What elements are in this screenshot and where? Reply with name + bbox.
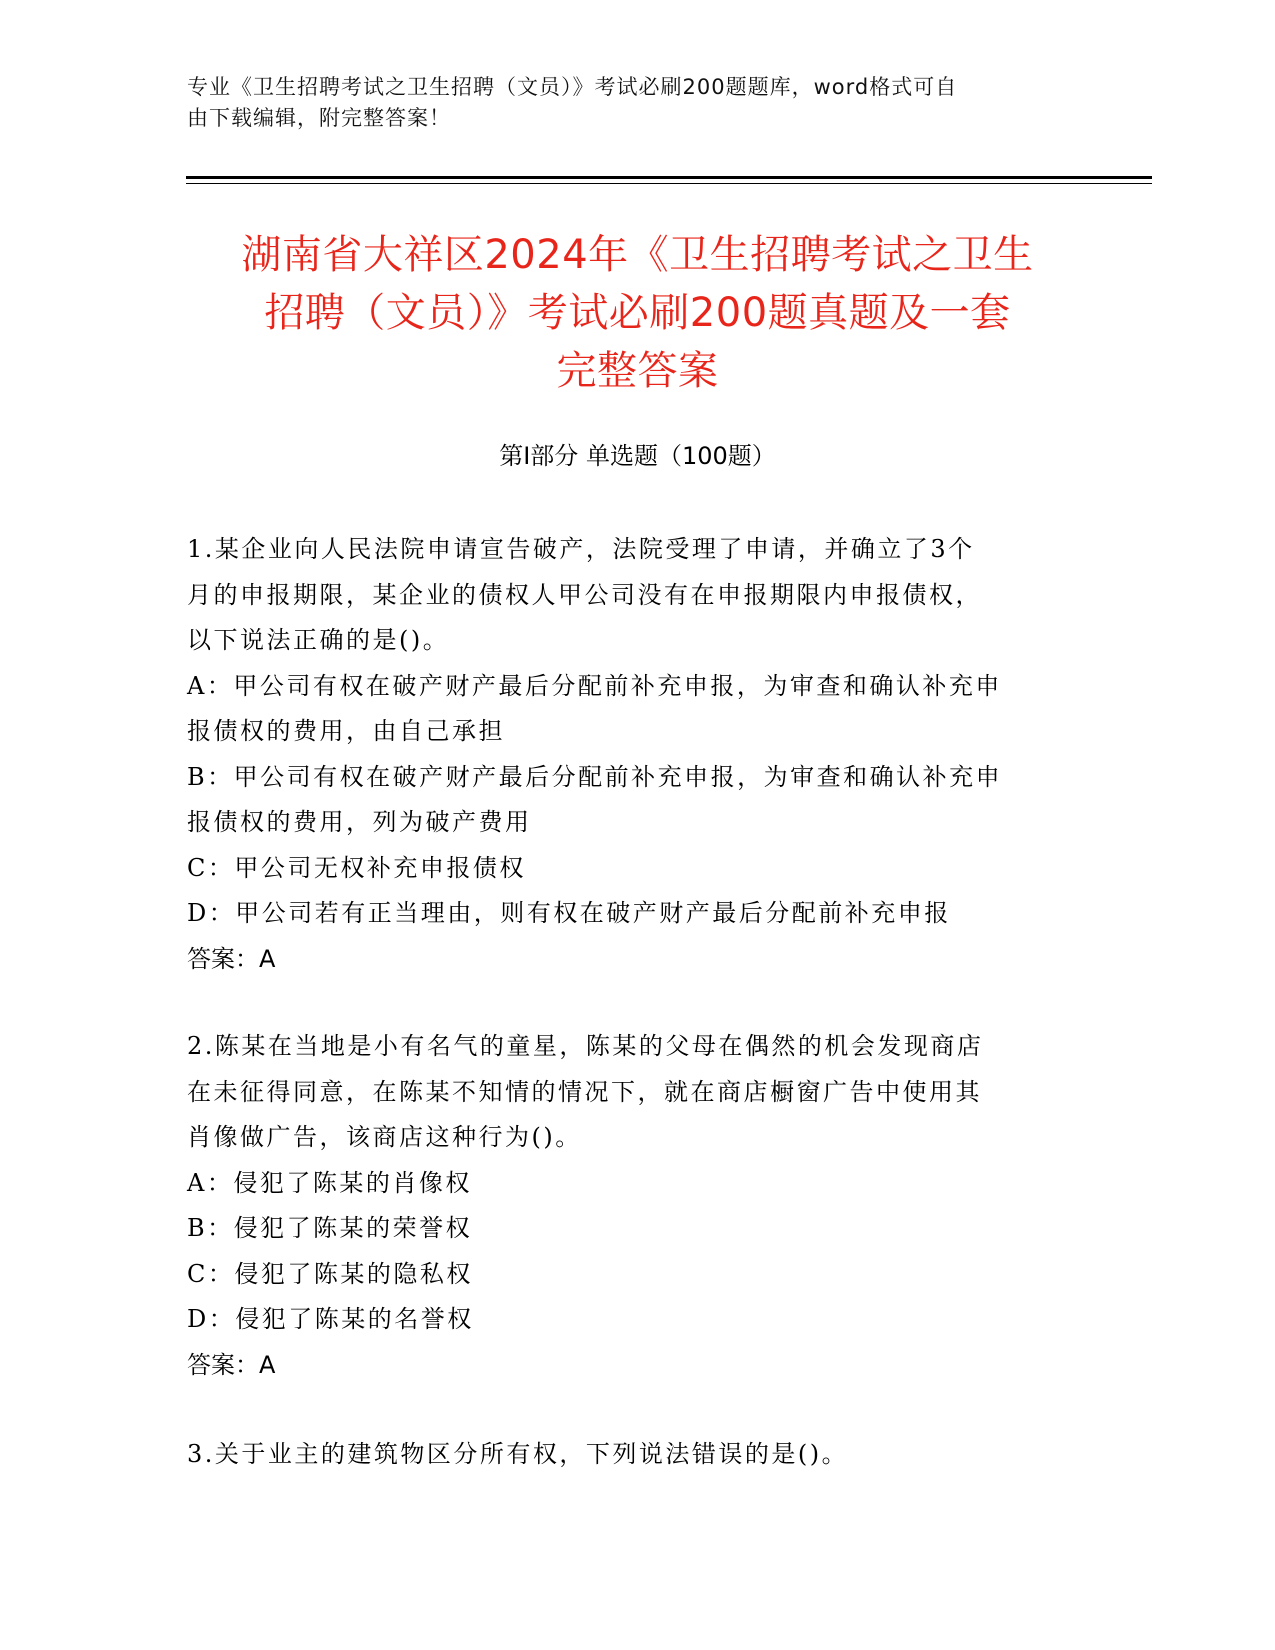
- title-line-3: 完整答案: [556, 348, 719, 394]
- question-stem-line: 以下说法正确的是()。: [187, 626, 450, 654]
- answer-label: 答案：A: [187, 1350, 276, 1379]
- question-3: [187, 1432, 1067, 1478]
- header-note-line-2: 由下载编辑，附完整答案！: [187, 106, 451, 130]
- header-divider-thin: [186, 183, 1152, 184]
- title-line-1: 湖南省大祥区2024年《卫生招聘考试之卫生: [241, 232, 1034, 278]
- question-stem-line: 肖像做广告，该商店这种行为()。: [187, 1123, 582, 1151]
- option-c-line: C：侵犯了陈某的隐私权: [187, 1259, 473, 1288]
- option-a-line: A：侵犯了陈某的肖像权: [187, 1168, 472, 1197]
- option-b-line: 报债权的费用，列为破产费用: [187, 808, 532, 836]
- answer-label: 答案：A: [187, 944, 276, 973]
- question-2: [187, 1024, 1067, 1388]
- question-stem-line: 月的申报期限，某企业的债权人甲公司没有在申报期限内申报债权，: [187, 580, 982, 609]
- option-b-line: B：侵犯了陈某的荣誉权: [187, 1214, 473, 1242]
- question-stem-line: 2.陈某在当地是小有名气的童星，陈某的父母在偶然的机会发现商店: [187, 1032, 984, 1060]
- question-stem-line: 在未征得同意，在陈某不知情的情况下，就在商店橱窗广告中使用其: [187, 1077, 982, 1106]
- header-note-line-1: 专业《卫生招聘考试之卫生招聘（文员）》考试必刷200题题库，word格式可自: [187, 75, 958, 99]
- option-a-line: 报债权的费用，由自己承担: [187, 717, 505, 745]
- question-stem-line: 1.某企业向人民法院申请宣告破产，法院受理了申请，并确立了3个: [187, 535, 975, 563]
- option-a-line: A：甲公司有权在破产财产最后分配前补充申报，为审查和确认补充申: [187, 671, 1002, 700]
- option-d-line: D：甲公司若有正当理由，则有权在破产财产最后分配前补充申报: [187, 899, 951, 927]
- option-b-line: B：甲公司有权在破产财产最后分配前补充申报，为审查和确认补充申: [187, 762, 1003, 791]
- option-d-line: D：侵犯了陈某的名誉权: [187, 1305, 474, 1333]
- option-c-line: C：甲公司无权补充申报债权: [187, 853, 526, 882]
- question-1: [187, 527, 1067, 982]
- document-title: [170, 226, 1105, 400]
- section-heading: 第Ⅰ部分 单选题（100题）: [499, 442, 776, 470]
- header-note: [187, 72, 1067, 134]
- question-stem-line: 3.关于业主的建筑物区分所有权，下列说法错误的是()。: [187, 1440, 849, 1468]
- title-line-2: 招聘（文员）》考试必刷200题真题及一套: [264, 290, 1011, 336]
- header-divider-thick: [186, 176, 1152, 179]
